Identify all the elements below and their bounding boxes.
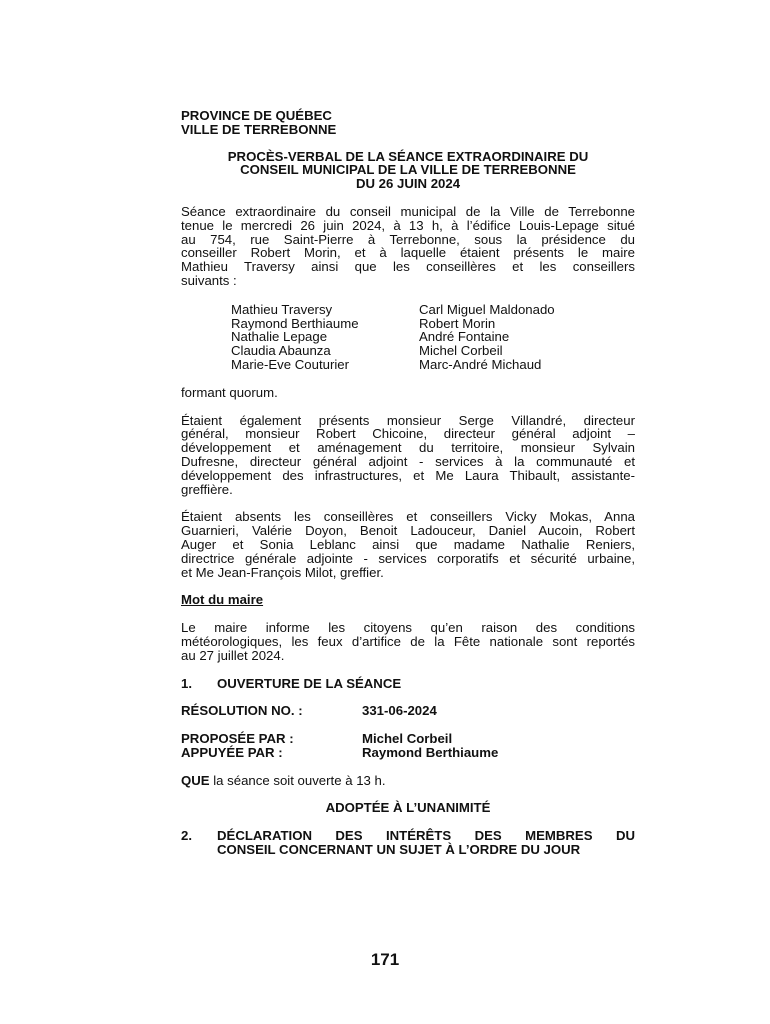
section-title-line: DÉCLARATION DES INTÉRÊTS DES MEMBRES DU — [217, 828, 635, 844]
document-page — [181, 109, 635, 857]
mot-du-maire-paragraph — [181, 621, 635, 662]
paragraph-line: général, monsieur Robert Chicoine, directeur général adjoint – — [181, 426, 635, 442]
header-ville: VILLE DE TERREBONNE — [181, 121, 337, 137]
que-statement — [181, 774, 635, 788]
section-title — [217, 829, 635, 857]
section-2-heading — [181, 829, 635, 857]
member-name: André Fontaine — [419, 329, 510, 345]
appuyee-label: APPUYÉE PAR : — [181, 744, 283, 760]
member-name: Raymond Berthiaume — [231, 315, 359, 331]
member-name: Robert Morin — [419, 315, 496, 331]
page-number: 171 — [370, 950, 400, 969]
header-province: PROVINCE DE QUÉBEC — [181, 108, 332, 123]
title-line: PROCÈS-VERBAL DE LA SÉANCE EXTRAORDINAIRE DU — [227, 148, 589, 164]
resolution-value: 331-06-2024 — [362, 703, 437, 719]
intro-line: au 754, rue Saint-Pierre à Terrebonne, sous la présidence du — [181, 231, 635, 247]
paragraph-line: au 27 juillet 2024. — [181, 647, 285, 663]
paragraph-line: directrice générale adjointe - services corporatifs et sécurité urbaine, — [181, 550, 635, 566]
member-name: Michel Corbeil — [419, 343, 503, 359]
paragraph-line: Auger et Sonia Leblanc ainsi que madame Nathalie Reniers, — [181, 536, 635, 552]
absent-paragraph — [181, 510, 635, 579]
que-keyword: QUE — [181, 772, 210, 788]
paragraph-line: Guarnieri, Valérie Doyon, Benoit Ladouceur, Daniel Aucoin, Robert — [181, 523, 635, 539]
member-name: Mathieu Traversy — [231, 301, 333, 317]
present-members-column — [231, 303, 419, 372]
present-members-list — [181, 303, 635, 372]
section-1-heading — [181, 677, 635, 691]
section-number: 2. — [181, 828, 192, 844]
mot-du-maire-heading: Mot du maire — [181, 592, 264, 608]
paragraph-line: Le maire informe les citoyens qu’en raison des conditions — [181, 620, 635, 636]
intro-line: conseiller Robert Morin, et à laquelle étaient présents le maire — [181, 245, 635, 261]
paragraph-line: développement et aménagement du territoire, monsieur Sylvain — [181, 440, 635, 456]
paragraph-line: et Me Jean-François Milot, greffier. — [181, 564, 384, 580]
intro-line: tenue le mercredi 26 juin 2024, à 13 h, à l’édifice Louis-Lepage situé — [181, 217, 635, 233]
que-text: la séance soit ouverte à 13 h. — [209, 772, 386, 788]
paragraph-line: greffière. — [181, 481, 233, 497]
document-header — [181, 109, 635, 137]
paragraph-line: développement des infrastructures, et Me Laura Thibault, assistante- — [181, 467, 635, 483]
proposee-row — [181, 732, 635, 746]
also-present-paragraph — [181, 414, 635, 497]
member-name: Marc-André Michaud — [419, 356, 542, 372]
intro-line: Mathieu Traversy ainsi que les conseillères et les conseillers — [181, 259, 635, 275]
adoptee-statement: ADOPTÉE À L’UNANIMITÉ — [325, 800, 491, 816]
proposee-value: Michel Corbeil — [362, 731, 453, 747]
intro-paragraph — [181, 205, 635, 288]
section-title-line: CONSEIL CONCERNANT UN SUJET À L’ORDRE DU JOUR — [217, 842, 581, 858]
member-name: Marie-Eve Couturier — [231, 356, 349, 372]
resolution-row — [181, 704, 635, 718]
proposee-label: PROPOSÉE PAR : — [181, 731, 294, 747]
paragraph-line: Étaient absents les conseillères et conseillers Vicky Mokas, Anna — [181, 509, 635, 525]
intro-line: Séance extraordinaire du conseil municipal de la Ville de Terrebonne — [181, 203, 635, 219]
quorum-text: formant quorum. — [181, 384, 278, 400]
paragraph-line: Étaient également présents monsieur Serge Villandré, directeur — [181, 412, 635, 428]
member-name: Carl Miguel Maldonado — [419, 301, 555, 317]
intro-line: suivants : — [181, 272, 237, 288]
resolution-label: RÉSOLUTION NO. : — [181, 703, 303, 719]
section-number: 1. — [181, 675, 192, 691]
appuyee-row — [181, 746, 635, 760]
paragraph-line: Dufresne, directeur général adjoint - services à la communauté et — [181, 453, 635, 469]
member-name: Claudia Abaunza — [231, 343, 331, 359]
appuyee-value: Raymond Berthiaume — [362, 744, 499, 760]
document-title — [181, 150, 635, 191]
member-name: Nathalie Lepage — [231, 329, 328, 345]
section-title: OUVERTURE DE LA SÉANCE — [217, 675, 402, 691]
title-line: CONSEIL MUNICIPAL DE LA VILLE DE TERREBONNE — [240, 162, 576, 178]
title-line: DU 26 JUIN 2024 — [355, 176, 461, 192]
paragraph-line: météorologiques, les feux d’artifice de la Fête nationale sont reportés — [181, 633, 635, 649]
present-members-column — [419, 303, 635, 372]
